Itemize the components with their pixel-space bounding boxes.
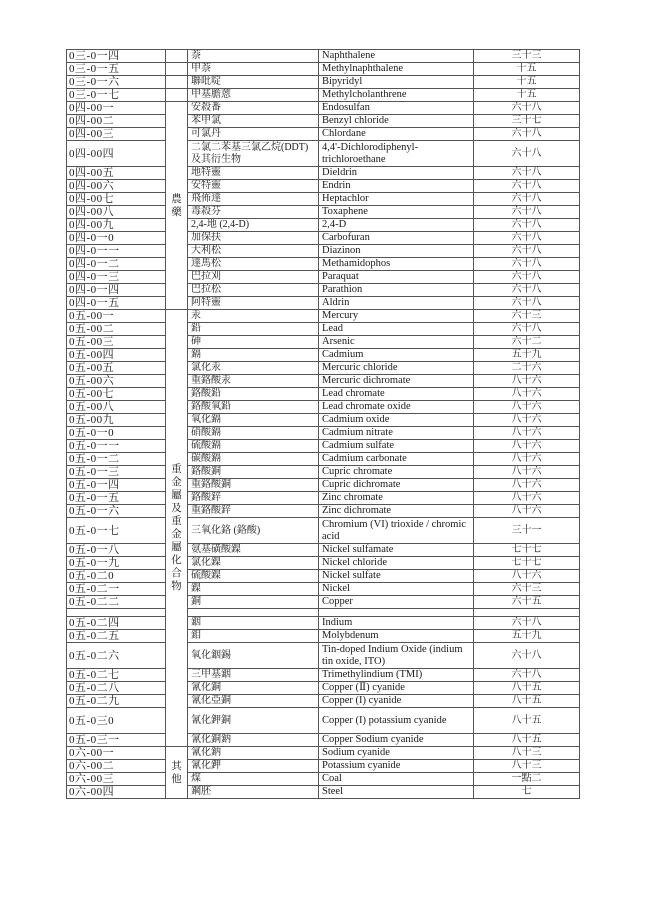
chinese-name-cell: 氰化鉀銅 [188,708,319,734]
english-name-cell: Zinc chromate [319,492,474,505]
code-cell: 0五-0一0 [67,427,166,440]
value-cell: 八十五 [474,708,580,734]
value-cell: 六十八 [474,643,580,669]
chinese-name-cell: 氨基磺酸鎳 [188,544,319,557]
chinese-name-cell: 飛佈達 [188,193,319,206]
english-name-cell: Diazinon [319,245,474,258]
chinese-name-cell: 硝酸鎘 [188,427,319,440]
value-cell: 八十五 [474,734,580,747]
value-cell: 八十六 [474,453,580,466]
value-cell: 八十六 [474,466,580,479]
chinese-name-cell: 氰化鈉 [188,747,319,760]
table-row [67,570,580,583]
value-cell: 六十八 [474,232,580,245]
table-row [67,167,580,180]
chinese-name-cell: 苯甲氯 [188,115,319,128]
table-row [67,630,580,643]
table-row [67,682,580,695]
code-cell: 0四-0一四 [67,284,166,297]
code-cell: 0五-0一一 [67,440,166,453]
chinese-name-cell: 阿特靈 [188,297,319,310]
chinese-name-cell: 安殺番 [188,102,319,115]
chinese-name-cell: 重鉻酸銅 [188,479,319,492]
table-row [67,193,580,206]
code-cell: 0五-0二九 [67,695,166,708]
table-row [67,219,580,232]
english-name-cell: Tin-doped Indium Oxide (indium tin oxide, ITO) [319,643,474,669]
chinese-name-cell: 煤 [188,773,319,786]
value-cell: 八十六 [474,570,580,583]
code-cell: 0六-00四 [67,786,166,799]
chinese-name-cell: 安特靈 [188,180,319,193]
value-cell: 六十八 [474,206,580,219]
table-row [67,643,580,669]
value-cell: 十五 [474,76,580,89]
value-cell: 八十三 [474,760,580,773]
value-cell: 三十三 [474,50,580,63]
value-cell: 六十八 [474,258,580,271]
chinese-name-cell: 加保扶 [188,232,319,245]
code-cell: 0五-0三一 [67,734,166,747]
table-row [67,734,580,747]
table-row [67,180,580,193]
table-row [67,297,580,310]
table-row [67,102,580,115]
code-cell: 0四-00一 [67,102,166,115]
code-cell: 0四-0一0 [67,232,166,245]
chinese-name-cell: 重鉻酸鋅 [188,505,319,518]
chinese-name-cell: 三氧化鉻 (鉻酸) [188,518,319,544]
chinese-name-cell: 鉻酸鉛 [188,388,319,401]
value-cell: 三十一 [474,518,580,544]
blank-row [67,609,580,617]
value-cell: 六十八 [474,167,580,180]
chinese-name-cell: 二氯二苯基三氯乙烷(DDT)及其衍生物 [188,141,319,167]
code-cell: 0五-00五 [67,362,166,375]
value-cell: 八十六 [474,505,580,518]
table-row [67,50,580,63]
chinese-name-cell: 聯吡啶 [188,76,319,89]
value-cell: 六十八 [474,284,580,297]
code-cell: 0五-0二一 [67,583,166,596]
value-cell: 六十八 [474,617,580,630]
english-name-cell: Toxaphene [319,206,474,219]
code-cell: 0五-00四 [67,349,166,362]
chinese-name-cell: 氯化鎳 [188,557,319,570]
value-cell: 六十三 [474,310,580,323]
code-cell: 0五-0一八 [67,544,166,557]
english-name-cell: Nickel sulfate [319,570,474,583]
english-name-cell: Paraquat [319,271,474,284]
chinese-name-cell: 氰化銅鈉 [188,734,319,747]
english-name-cell: Endrin [319,180,474,193]
code-cell: 0三-0一四 [67,50,166,63]
value-cell: 六十八 [474,297,580,310]
code-cell: 0四-00三 [67,128,166,141]
chinese-name-cell: 鉻酸氧鉛 [188,401,319,414]
chinese-name-cell: 鉻酸銅 [188,466,319,479]
table-row [67,786,580,799]
chinese-name-cell: 鋼胚 [188,786,319,799]
chinese-name-cell: 銅 [188,596,319,609]
english-name-cell: Potassium cyanide [319,760,474,773]
code-cell: 0六-00三 [67,773,166,786]
code-cell: 0五-0一九 [67,557,166,570]
chemical-list-table [66,49,580,799]
chinese-name-cell: 銦 [188,617,319,630]
code-cell: 0五-0二八 [67,682,166,695]
code-cell: 0四-00五 [67,167,166,180]
chinese-name-cell: 2,4-地 (2,4-D) [188,219,319,232]
table-row [67,747,580,760]
table-row [67,388,580,401]
value-cell: 七 [474,786,580,799]
code-cell: 0五-0二六 [67,643,166,669]
chinese-name-cell: 氯化汞 [188,362,319,375]
table-row [67,310,580,323]
table-row [67,141,580,167]
chinese-name-cell: 鎳 [188,583,319,596]
chinese-name-cell: 汞 [188,310,319,323]
chinese-name-cell: 鉬 [188,630,319,643]
table-row [67,115,580,128]
table-row [67,518,580,544]
english-name-cell: Bipyridyl [319,76,474,89]
value-cell: 八十六 [474,479,580,492]
chinese-name-cell: 碳酸鎘 [188,453,319,466]
chinese-name-cell: 鉛 [188,323,319,336]
english-name-cell: Mercuric dichromate [319,375,474,388]
code-cell: 0六-00一 [67,747,166,760]
code-cell: 0五-00二 [67,323,166,336]
code-cell: 0六-00二 [67,760,166,773]
code-cell: 0五-00三 [67,336,166,349]
category-cell [166,63,188,76]
table-row [67,349,580,362]
chinese-name-cell: 鎘 [188,349,319,362]
english-name-cell: Copper (Ⅱ) cyanide [319,682,474,695]
value-cell: 五十九 [474,349,580,362]
english-name-cell: Copper Sodium cyanide [319,734,474,747]
code-cell: 0四-00四 [67,141,166,167]
table-row [67,271,580,284]
english-name-cell: Copper [319,596,474,609]
english-name-cell: Copper (I) potassium cyanide [319,708,474,734]
chinese-name-cell: 巴拉松 [188,284,319,297]
table-row [67,479,580,492]
chinese-name-cell: 硫酸鎘 [188,440,319,453]
value-cell: 八十六 [474,440,580,453]
blank-cell [319,609,474,617]
value-cell: 六十八 [474,219,580,232]
chinese-name-cell: 地特靈 [188,167,319,180]
english-name-cell: Zinc dichromate [319,505,474,518]
value-cell: 六十八 [474,128,580,141]
english-name-cell: Naphthalene [319,50,474,63]
table-row [67,323,580,336]
english-name-cell: Methylnaphthalene [319,63,474,76]
table-row [67,760,580,773]
code-cell: 0五-0一三 [67,466,166,479]
category-cell [166,50,188,63]
english-name-cell: Copper (I) cyanide [319,695,474,708]
english-name-cell: Cupric dichromate [319,479,474,492]
table-row [67,284,580,297]
english-name-cell: Indium [319,617,474,630]
code-cell: 0四-0一二 [67,258,166,271]
table-row [67,128,580,141]
english-name-cell: 2,4-D [319,219,474,232]
code-cell: 0三-0一五 [67,63,166,76]
value-cell: 一點二 [474,773,580,786]
table-row [67,617,580,630]
code-cell: 0五-0一二 [67,453,166,466]
english-name-cell: Carbofuran [319,232,474,245]
blank-cell [188,609,319,617]
code-cell: 0五-00一 [67,310,166,323]
code-cell: 0四-00六 [67,180,166,193]
code-cell: 0四-00八 [67,206,166,219]
document-table-container [66,49,579,799]
category-cell: 農藥 [166,102,188,310]
table-row [67,336,580,349]
code-cell: 0四-0一三 [67,271,166,284]
english-name-cell: Cupric chromate [319,466,474,479]
table-row [67,76,580,89]
code-cell: 0五-0二七 [67,669,166,682]
value-cell: 八十五 [474,682,580,695]
table-row [67,206,580,219]
value-cell: 十五 [474,89,580,102]
value-cell: 八十六 [474,414,580,427]
chinese-name-cell: 氧化銦錫 [188,643,319,669]
english-name-cell: 4,4'-Dichlorodiphenyl-trichloroethane [319,141,474,167]
table-row [67,492,580,505]
chinese-name-cell: 三甲基銦 [188,669,319,682]
english-name-cell: Endosulfan [319,102,474,115]
code-cell: 0五-00七 [67,388,166,401]
code-cell: 0五-0二四 [67,617,166,630]
english-name-cell: Trimethylindium (TMI) [319,669,474,682]
value-cell: 六十二 [474,336,580,349]
table-row [67,583,580,596]
chinese-name-cell: 砷 [188,336,319,349]
chinese-name-cell: 巴拉刈 [188,271,319,284]
chinese-name-cell: 氧化鎘 [188,414,319,427]
code-cell: 0五-0三0 [67,708,166,734]
english-name-cell: Lead chromate [319,388,474,401]
value-cell: 七十七 [474,557,580,570]
code-cell: 0五-0一七 [67,518,166,544]
english-name-cell: Cadmium nitrate [319,427,474,440]
value-cell: 六十八 [474,271,580,284]
english-name-cell: Sodium cyanide [319,747,474,760]
table-row [67,63,580,76]
english-name-cell: Heptachlor [319,193,474,206]
table-row [67,453,580,466]
english-name-cell: Cadmium sulfate [319,440,474,453]
chinese-name-cell: 氰化鉀 [188,760,319,773]
chinese-name-cell: 硫酸鎳 [188,570,319,583]
table-row [67,414,580,427]
table-row [67,245,580,258]
table-row [67,669,580,682]
table-row [67,440,580,453]
value-cell: 八十六 [474,492,580,505]
chinese-name-cell: 甲基膽蒽 [188,89,319,102]
table-row [67,375,580,388]
blank-cell [474,609,580,617]
english-name-cell: Methylcholanthrene [319,89,474,102]
table-row [67,232,580,245]
table-row [67,708,580,734]
code-cell: 0五-0一六 [67,505,166,518]
english-name-cell: Nickel [319,583,474,596]
table-row [67,427,580,440]
english-name-cell: Mercury [319,310,474,323]
table-row [67,505,580,518]
chinese-name-cell: 氰化亞銅 [188,695,319,708]
value-cell: 六十八 [474,141,580,167]
english-name-cell: Lead [319,323,474,336]
value-cell: 六十八 [474,669,580,682]
blank-cell [67,609,166,617]
code-cell: 0五-00九 [67,414,166,427]
code-cell: 0五-0二五 [67,630,166,643]
value-cell: 六十八 [474,180,580,193]
value-cell: 六十八 [474,323,580,336]
code-cell: 0五-0一五 [67,492,166,505]
english-name-cell: Aldrin [319,297,474,310]
value-cell: 八十六 [474,375,580,388]
english-name-cell: Mercuric chloride [319,362,474,375]
category-cell: 其他 [166,747,188,799]
value-cell: 二十六 [474,362,580,375]
value-cell: 六十八 [474,245,580,258]
table-row [67,557,580,570]
category-cell: 重金屬及重金屬化合物 [166,310,188,747]
code-cell: 0五-00八 [67,401,166,414]
code-cell: 0四-00九 [67,219,166,232]
code-cell: 0三-0一七 [67,89,166,102]
value-cell: 六十三 [474,583,580,596]
value-cell: 六十八 [474,193,580,206]
value-cell: 八十三 [474,747,580,760]
chinese-name-cell: 鉻酸鋅 [188,492,319,505]
value-cell: 六十五 [474,596,580,609]
code-cell: 0五-0二二 [67,596,166,609]
code-cell: 0四-0一五 [67,297,166,310]
chinese-name-cell: 萘 [188,50,319,63]
english-name-cell: Molybdenum [319,630,474,643]
value-cell: 八十五 [474,695,580,708]
chinese-name-cell: 毒殺芬 [188,206,319,219]
table-row [67,695,580,708]
table-row [67,362,580,375]
table-row [67,401,580,414]
english-name-cell: Steel [319,786,474,799]
chinese-name-cell: 重鉻酸汞 [188,375,319,388]
chinese-name-cell: 大利松 [188,245,319,258]
value-cell: 八十六 [474,388,580,401]
value-cell: 三十七 [474,115,580,128]
value-cell: 八十六 [474,401,580,414]
value-cell: 十五 [474,63,580,76]
chinese-name-cell: 可氯丹 [188,128,319,141]
value-cell: 八十六 [474,427,580,440]
table-row [67,466,580,479]
english-name-cell: Lead chromate oxide [319,401,474,414]
table-body [67,50,580,799]
chinese-name-cell: 達馬松 [188,258,319,271]
table-row [67,544,580,557]
english-name-cell: Arsenic [319,336,474,349]
category-cell [166,89,188,102]
code-cell: 0四-00七 [67,193,166,206]
code-cell: 0五-0二0 [67,570,166,583]
english-name-cell: Parathion [319,284,474,297]
chinese-name-cell: 甲萘 [188,63,319,76]
table-row [67,258,580,271]
english-name-cell: Chlordane [319,128,474,141]
code-cell: 0四-0一一 [67,245,166,258]
english-name-cell: Benzyl chloride [319,115,474,128]
english-name-cell: Nickel chloride [319,557,474,570]
code-cell: 0四-00二 [67,115,166,128]
english-name-cell: Coal [319,773,474,786]
value-cell: 七十七 [474,544,580,557]
english-name-cell: Cadmium [319,349,474,362]
english-name-cell: Dieldrin [319,167,474,180]
table-row [67,596,580,609]
code-cell: 0五-00六 [67,375,166,388]
chinese-name-cell: 氰化銅 [188,682,319,695]
value-cell: 六十八 [474,102,580,115]
english-name-cell: Methamidophos [319,258,474,271]
english-name-cell: Nickel sulfamate [319,544,474,557]
english-name-cell: Chromium (VI) trioxide / chromic acid [319,518,474,544]
category-cell [166,76,188,89]
code-cell: 0五-0一四 [67,479,166,492]
value-cell: 五十九 [474,630,580,643]
english-name-cell: Cadmium oxide [319,414,474,427]
code-cell: 0三-0一六 [67,76,166,89]
english-name-cell: Cadmium carbonate [319,453,474,466]
table-row [67,773,580,786]
table-row [67,89,580,102]
